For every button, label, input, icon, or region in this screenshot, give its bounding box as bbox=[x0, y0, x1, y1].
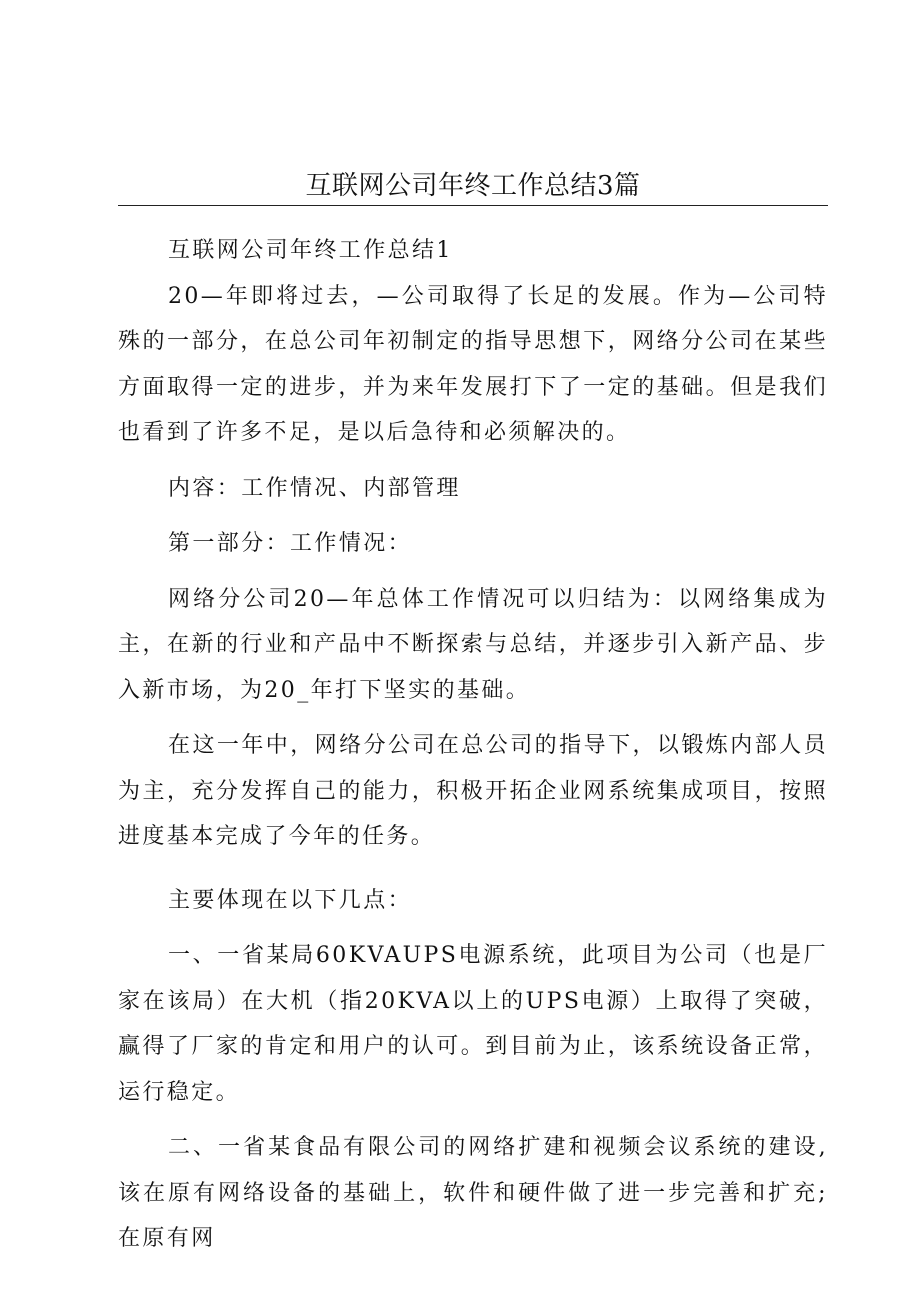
paragraph-contents: 内容：工作情况、内部管理 bbox=[168, 475, 461, 501]
paragraph-point-one: 一、一省某局60KVAUPS电源系统，此项目为公司（也是厂家在该局）在大机（指20KVA以上的UPS电源）上取得了突破，赢得了厂家的肯定和用户的认可。到目前为止，该系统设备正常，运行稳定。 bbox=[118, 943, 828, 1105]
paragraph-intro: 20—年即将过去，—公司取得了长足的发展。作为—公司特殊的一部分，在总公司年初制定的指导思想下，网络分公司在某些方面取得一定的进步，并为来年发展打下了一定的基础。但是我们也看到了许多不足，是以后急待和必须解决的。 bbox=[118, 283, 828, 445]
paragraph-point-two: 二、一省某食品有限公司的网络扩建和视频会议系统的建设,该在原有网络设备的基础上，软件和硬件做了进一步完善和扩充;在原有网 bbox=[118, 1135, 828, 1251]
title-underline-divider bbox=[118, 205, 828, 206]
document-title: 互联网公司年终工作总结3篇 bbox=[305, 171, 641, 201]
paragraph-overall-work: 网络分公司20—年总体工作情况可以归结为：以网络集成为主，在新的行业和产品中不断探索与总结，并逐步引入新产品、步入新市场，为20_年打下坚实的基础。 bbox=[118, 586, 828, 703]
section-heading: 互联网公司年终工作总结1 bbox=[168, 238, 453, 263]
paragraph-this-year: 在这一年中，网络分公司在总公司的指导下，以锻炼内部人员为主，充分发挥自己的能力，积极开拓企业网系统集成项目，按照进度基本完成了今年的任务。 bbox=[118, 733, 828, 849]
document-body bbox=[118, 228, 828, 1262]
paragraph-main-points: 主要体现在以下几点： bbox=[168, 887, 413, 913]
paragraph-part-one-heading: 第一部分：工作情况： bbox=[168, 531, 413, 556]
